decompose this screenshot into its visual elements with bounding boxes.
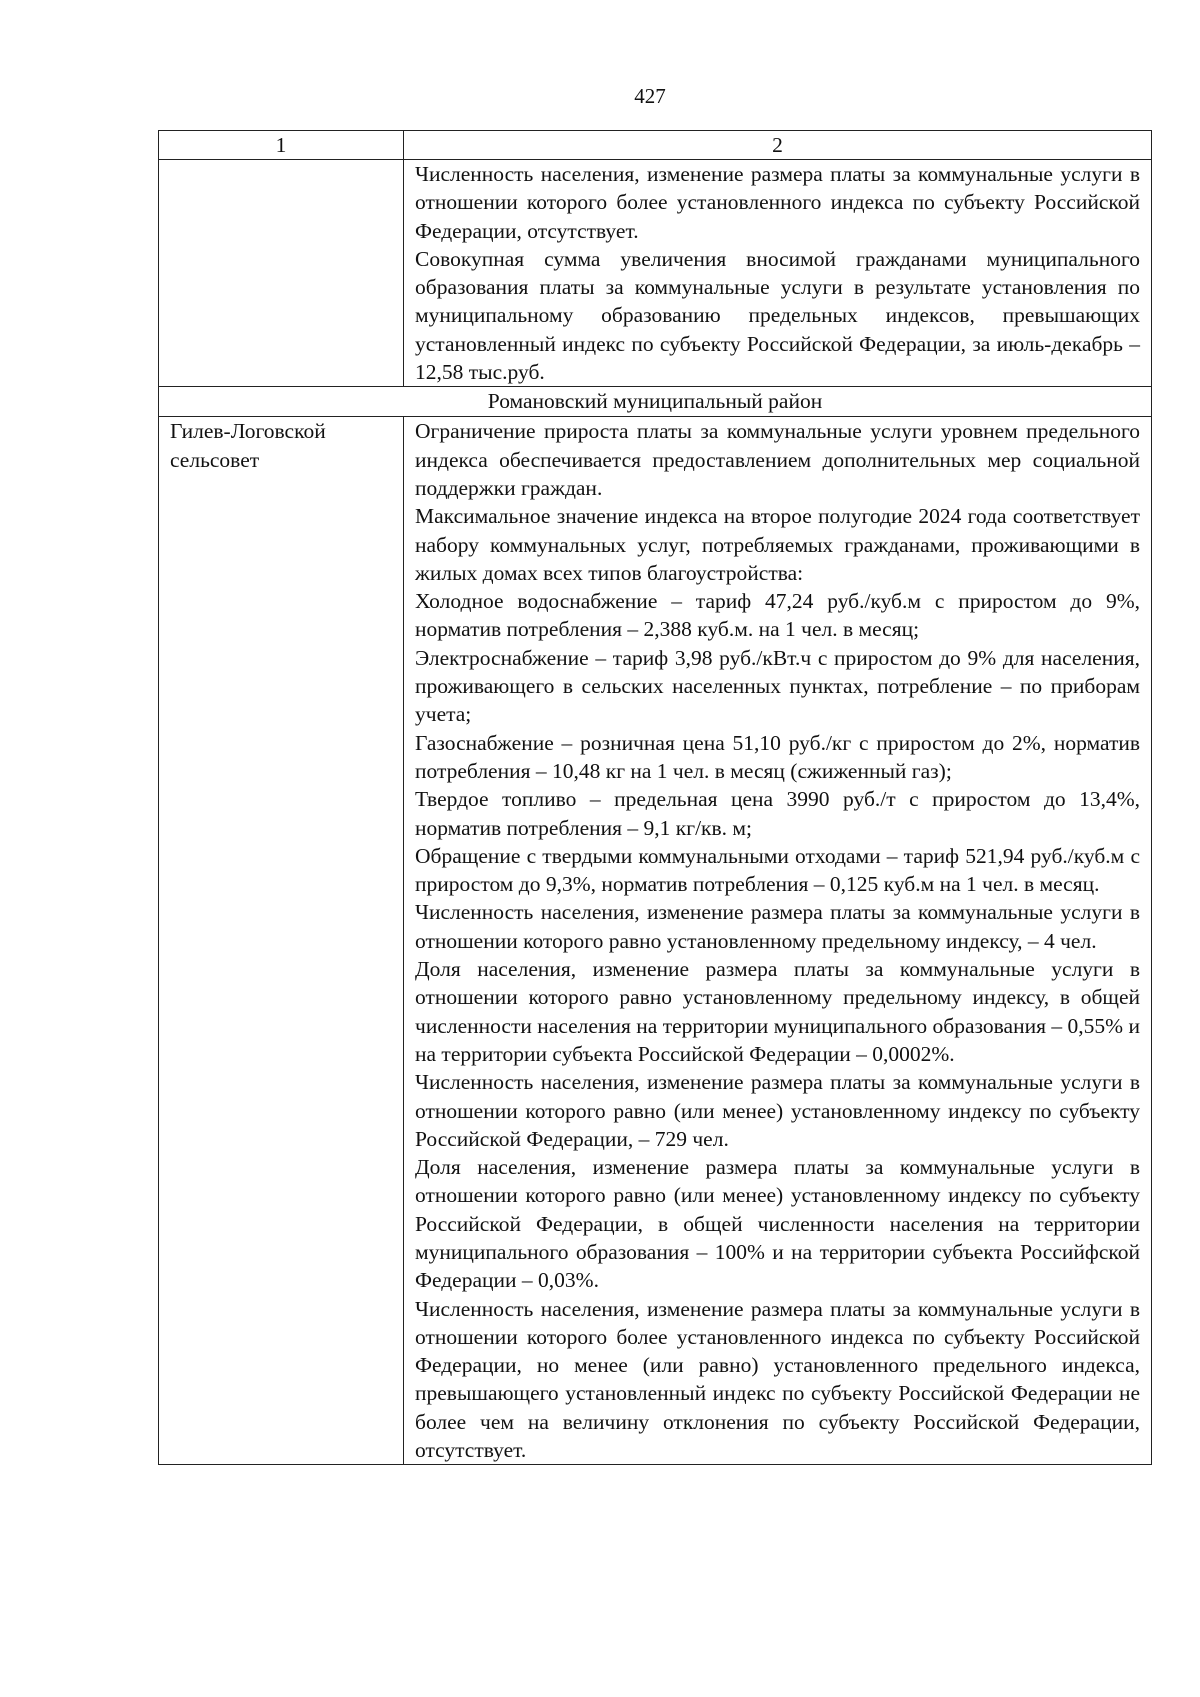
paragraph: Холодное водоснабжение – тариф 47,24 руб./куб.м с приростом до 9%, норматив потребления – 2,388 куб.м. на 1 чел. в месяц; [415,589,1140,642]
description-cell [404,417,1152,1465]
paragraph: Обращение с твердыми коммунальными отходами – тариф 521,94 руб./куб.м с приростом до 9,3%, норматив потребления – 0,125 куб.м на 1 чел. в месяц. [415,843,1140,897]
entity-name-cell [159,417,404,1465]
section-row [159,387,1152,417]
paragraph: Доля населения, изменение размера платы за коммунальные услуги в отношении которого равно установленному предельному индексу, в общей численности населения на территории муниципального образования – 0,55% и на территории субъекта Российской Федерации – 0,0002%. [415,957,1140,1066]
paragraph: Твердое топливо – предельная цена 3990 руб./т с приростом до 13,4%, норматив потребления – 9,1 кг/кв. м; [415,787,1140,840]
paragraph: Доля населения, изменение размера платы за коммунальные услуги в отношении которого равно (или менее) установленному индексу по субъекту Российской Федерации, в общей численности населения на территории муниципального образования – 100% и на территории субъекта Российфской Федерации – 0,03%. [415,1155,1140,1293]
table-header-row [159,131,1152,160]
entity-name-line: Гилев-Логовской [170,419,326,444]
page-number: 427 [634,84,666,108]
section-title: Романовский муниципальный район [159,387,1152,417]
paragraph: Максимальное значение индекса на второе полугодие 2024 года соответствует набору коммунальных услуг, потребляемых гражданами, проживающими в жилых домах всех типов благоустройства: [415,504,1140,585]
table-row [159,417,1152,1465]
table-row [159,160,1152,387]
paragraph: Совокупная сумма увеличения вносимой гражданами муниципального образования платы за коммунальные услуги в результате установления по муниципальному образованию предельных индексов, превышающих установленный индекс по субъекту Российской Федерации, за июль-декабрь – 12,58 тыс.руб. [415,246,1140,385]
column-header-2: 2 [404,131,1152,160]
paragraph: Численность населения, изменение размера платы за коммунальные услуги в отношении которого более установленного индекса по субъекту Российской Федерации, отсутствует. [415,162,1140,243]
paragraph: Ограничение прироста платы за коммунальные услуги уровнем предельного индекса обеспечивается предоставлением дополнительных мер социальной поддержки граждан. [415,419,1140,500]
entity-name-line: сельсовет [170,447,260,472]
document-table [158,130,1152,1465]
paragraph: Электроснабжение – тариф 3,98 руб./кВт.ч с приростом до 9% для населения, проживающего в сельских населенных пунктах, потребление – по приборам учета; [415,645,1140,727]
paragraph: Численность населения, изменение размера платы за коммунальные услуги в отношении которого более установленного индекса по субъекту Российской Федерации, но менее (или равно) установленного предельного индекса, превышающего установленный индекс по субъекту Российской Федерации не более чем на величину отклонения по субъекту Российской Федерации, отсутствует. [415,1296,1140,1463]
entity-name-cell [159,160,404,387]
column-header-1: 1 [159,131,404,160]
description-cell [404,160,1152,387]
paragraph: Численность населения, изменение размера платы за коммунальные услуги в отношении которого равно (или менее) установленному индексу по субъекту Российской Федерации, – 729 чел. [415,1070,1140,1151]
paragraph: Газоснабжение – розничная цена 51,10 руб./кг с приростом до 2%, норматив потребления – 10,48 кг на 1 чел. в месяц (сжиженный газ); [415,730,1140,783]
paragraph: Численность населения, изменение размера платы за коммунальные услуги в отношении которого равно установленному предельному индексу, – 4 чел. [415,900,1140,953]
